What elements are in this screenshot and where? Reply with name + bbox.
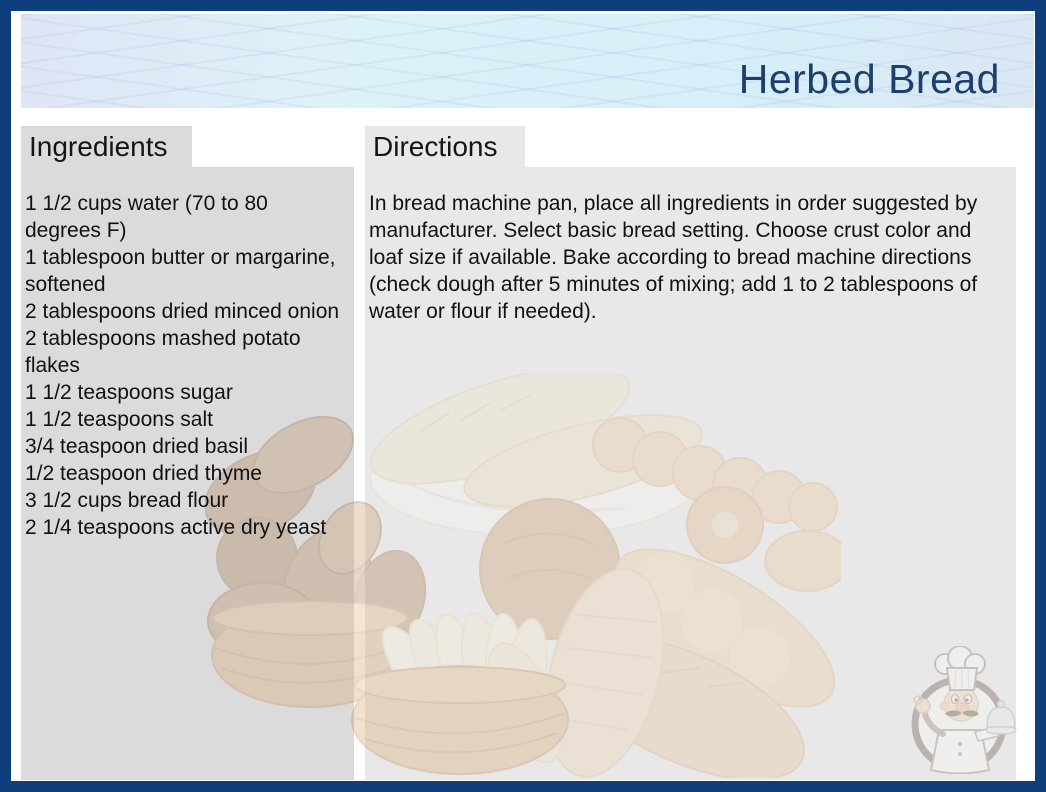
ingredient-item: 3/4 teaspoon dried basil	[25, 435, 248, 458]
chef-mascot-icon	[901, 646, 1019, 774]
directions-text: In bread machine pan, place all ingredients in order suggested by manufacturer. Select basic bread setting. Choose crust color and loaf size if available. Bake according to bread machine directions (check dough after 5 minutes of mixing; add 1 to 2 tablespoons of water or flour if needed).	[369, 192, 978, 323]
ingredient-item: 1/2 teaspoon dried thyme	[25, 462, 262, 485]
ingredient-item: 2 tablespoons mashed potato flakes	[25, 327, 301, 377]
ingredient-item: 2 1/4 teaspoons active dry yeast	[25, 516, 327, 539]
ingredient-item: 1 tablespoon butter or margarine, softened	[25, 246, 336, 296]
ingredient-item: 1 1/2 cups water (70 to 80 degrees F)	[25, 192, 268, 242]
ingredient-item: 1 1/2 teaspoons sugar	[25, 381, 233, 404]
ingredient-item: 3 1/2 cups bread flour	[25, 489, 229, 512]
directions-heading: Directions	[373, 131, 498, 162]
directions-heading-box	[365, 126, 525, 167]
ingredient-item: 2 tablespoons dried minced onion	[25, 300, 340, 323]
ingredients-heading-box	[21, 126, 192, 167]
ingredients-list	[25, 190, 348, 541]
ingredients-heading: Ingredients	[29, 131, 168, 162]
ingredient-item: 1 1/2 teaspoons salt	[25, 408, 213, 431]
header-banner	[21, 14, 1034, 108]
page-title: Herbed Bread	[738, 56, 1000, 102]
